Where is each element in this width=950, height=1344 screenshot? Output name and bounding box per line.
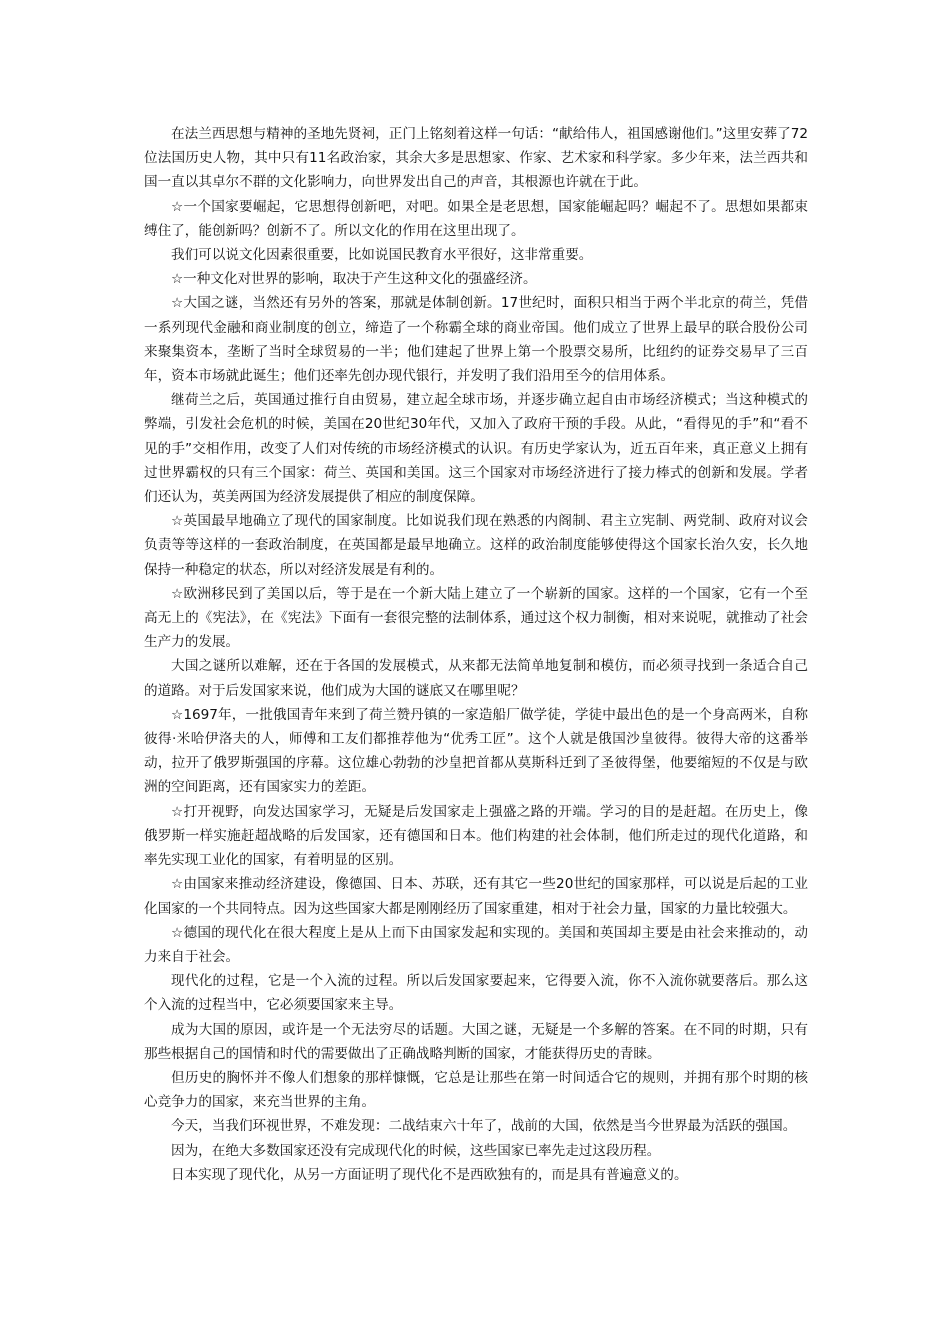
paragraph-18: 因为，在绝大多数国家还没有完成现代化的时候，这些国家已率先走过这段历程。 [171, 1142, 661, 1159]
paragraph-09: 大国之谜所以难解，还在于各国的发展模式，从来都无法简单地复制和模仿，而必须寻找到一条适合自己的道路。对于后发国家来说，他们成为大国的谜底又在哪里呢？ [144, 658, 808, 699]
paragraph-10: ☆1697年，一批俄国青年来到了荷兰赞丹镇的一家造船厂做学徒，学徒中最出色的是一个身高两米，自称彼得·米哈伊洛夫的人，师傅和工友们都推荐他为“优秀工匠”。这个人就是俄国沙皇彼得。彼得大帝的这番举动，拉开了俄罗斯强国的序幕。这位雄心勃勃的沙皇把首都从莫斯科迁到了圣彼得堡，他要缩短的不仅是与欧洲的空间距离，还有国家实力的差距。 [144, 706, 808, 796]
paragraph-05: ☆大国之谜，当然还有另外的答案，那就是体制创新。17世纪时，面积只相当于两个半北京的荷兰，凭借一系列现代金融和商业制度的创立，缔造了一个称霸全球的商业帝国。他们成立了世界上最早的联合股份公司来聚集资本，垄断了当时全球贸易的一半；他们建起了世界上第一个股票交易所，比纽约的证券交易早了三百年，资本市场就此诞生；他们还率先创办现代银行，并发明了我们沿用至今的信用体系。 [144, 295, 808, 385]
paragraph-04: ☆一种文化对世界的影响，取决于产生这种文化的强盛经济。 [171, 271, 537, 288]
paragraph-14: 现代化的过程，它是一个入流的过程。所以后发国家要起来，它得要入流，你不入流你就要落后。那么这个入流的过程当中，它必须要国家来主导。 [144, 973, 808, 1014]
document-body [144, 122, 808, 1187]
paragraph-15: 成为大国的原因，或许是一个无法穷尽的话题。大国之谜，无疑是一个多解的答案。在不同的时期，只有那些根据自己的国情和时代的需要做出了正确战略判断的国家，才能获得历史的青睐。 [144, 1021, 808, 1062]
paragraph-06: 继荷兰之后，英国通过推行自由贸易，建立起全球市场，并逐步确立起自由市场经济模式；当这种模式的弊端，引发社会危机的时候，美国在20世纪30年代，又加入了政府干预的手段。从此，“看得见的手”和“看不见的手”交相作用，改变了人们对传统的市场经济模式的认识。有历史学家认为，近五百年来，真正意义上拥有过世界霸权的只有三个国家：荷兰、英国和美国。这三个国家对市场经济进行了接力棒式的创新和发展。学者们还认为，英美两国为经济发展提供了相应的制度保障。 [144, 392, 808, 506]
paragraph-08: ☆欧洲移民到了美国以后，等于是在一个新大陆上建立了一个崭新的国家。这样的一个国家，它有一个至高无上的《宪法》，在《宪法》下面有一套很完整的法制体系，通过这个权力制衡，相对来说呢，就推动了社会生产力的发展。 [144, 585, 808, 651]
paragraph-19: 日本实现了现代化，从另一方面证明了现代化不是西欧独有的，而是具有普遍意义的。 [171, 1166, 688, 1183]
paragraph-07: ☆英国最早地确立了现代的国家制度。比如说我们现在熟悉的内阁制、君主立宪制、两党制、政府对议会负责等等这样的一套政治制度，在英国都是最早地确立。这样的政治制度能够使得这个国家长治久安，长久地保持一种稳定的状态，所以对经济发展是有利的。 [144, 513, 808, 578]
paragraph-11: ☆打开视野，向发达国家学习，无疑是后发国家走上强盛之路的开端。学习的目的是赶超。在历史上，像俄罗斯一样实施赶超战略的后发国家，还有德国和日本。他们构建的社会体制，他们所走过的现代化道路，和率先实现工业化的国家，有着明显的区别。 [144, 803, 808, 869]
paragraph-16: 但历史的胸怀并不像人们想象的那样慷慨，它总是让那些在第一时间适合它的规则，并拥有那个时期的核心竞争力的国家，来充当世界的主角。 [144, 1069, 808, 1111]
paragraph-02: ☆一个国家要崛起，它思想得创新吧，对吧。如果全是老思想，国家能崛起吗？崛起不了。思想如果都束缚住了，能创新吗？创新不了。所以文化的作用在这里出现了。 [144, 198, 808, 239]
paragraph-01: 在法兰西思想与精神的圣地先贤祠，正门上铭刻着这样一句话：“献给伟人，祖国感谢他们。”这里安葬了72位法国历史人物，其中只有11名政治家，其余大多是思想家、作家、艺术家和科学家。多少年来，法兰西共和国一直以其卓尔不群的文化影响力，向世界发出自己的声音，其根源也许就在于此。 [144, 126, 808, 191]
paragraph-17: 今天，当我们环视世界，不难发现：二战结束六十年了，战前的大国，依然是当今世界最为活跃的强国。 [171, 1118, 797, 1135]
paragraph-13: ☆德国的现代化在很大程度上是从上而下由国家发起和实现的。美国和英国却主要是由社会来推动的，动力来自于社会。 [144, 924, 808, 965]
paragraph-03: 我们可以说文化因素很重要，比如说国民教育水平很好，这非常重要。 [171, 247, 593, 264]
paragraph-12: ☆由国家来推动经济建设，像德国、日本、苏联，还有其它一些20世纪的国家那样，可以说是后起的工业化国家的一个共同特点。因为这些国家大都是刚刚经历了国家重建，相对于社会力量，国家的力量比较强大。 [144, 876, 808, 917]
